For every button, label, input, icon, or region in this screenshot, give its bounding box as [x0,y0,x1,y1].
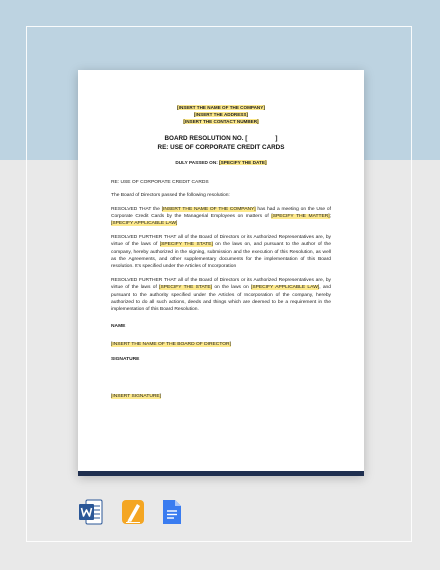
p1-company-placeholder: [INSERT THE NAME OF THE COMPANY] [161,206,256,212]
director-name-placeholder: [INSERT THE NAME OF THE BOARD OF DIRECTOR] [111,342,231,348]
signature-label: SIGNATURE [111,356,140,362]
p2-text-a: RESOLVED FURTHER THAT all of the Board of Directors or its Authorized Representatives are, by virtue of the laws of [111,234,331,248]
company-contact-placeholder: [INSERT THE CONTACT NUMBER] [183,118,259,124]
passed-date-line [111,159,331,166]
pages-icon[interactable] [120,498,146,526]
resolution-subject: RE: USE OF CORPORATE CREDIT CARDS [157,143,285,151]
signature-placeholder: [INSERT SIGNATURE] [111,394,162,400]
document-title [111,135,331,152]
resolution-paragraph-1 [111,206,331,228]
p3-state-placeholder: [SPECIFY THE STATE] [159,285,213,291]
company-name-placeholder: [INSERT THE NAME OF THE COMPANY] [177,105,265,110]
company-address-placeholder: [INSERT THE ADDRESS] [194,111,248,117]
p2-state-placeholder: [SPECIFY THE STATE] [159,242,213,248]
document-page [78,70,364,476]
p1-text-c: ; [329,214,331,220]
p1-law-placeholder: [SPECIFY APPLICABLE LAW] [111,221,178,227]
word-icon[interactable] [78,498,104,526]
resolution-paragraph-3 [111,277,331,314]
passed-label: DULY PASSED ON: [175,160,220,166]
re-line: RE: USE OF CORPORATE CREDIT CARDS [111,179,209,185]
resolution-number: BOARD RESOLUTION NO. [ ] [164,135,278,143]
google-docs-icon[interactable] [159,498,185,526]
p3-text-c: , and pursuant to the authority specified under the Articles of Incorporation of the company, hereby authorized to do all such actions, deeds and things which are deemed to be a requirement in the implementation of this Board Resolution. [111,285,331,313]
p1-matter-placeholder: [SPECIFY THE MATTER] [271,214,330,220]
passed-date-placeholder: [SPECIFY THE DATE] [219,160,267,166]
p1-text-a: RESOLVED THAT the [111,206,162,212]
page-footer-bar [78,471,364,476]
p3-text-b: on the laws on [212,285,251,291]
p3-text-a: RESOLVED FURTHER THAT all of the Board of Directors or its Authorized Representatives are, by virtue of the laws of [111,277,331,291]
p3-law-placeholder: [SPECIFY APPLICABLE LAW] [250,285,320,291]
document-body [111,105,331,401]
name-label: NAME [111,323,126,329]
p2-text-b: on the laws on, and pursuant to the author of the company, hereby authorized in the signing, submission and the execution of this Resolution, as well as the Agreements, and other supplementary documents for the implementation of this Board resolution. It's specified under the Articles of Incorporation [111,242,331,270]
p1-text-b: has had a meeting on the Use of Corporate Credit Cards by the Managerial Employees on matters of [111,206,331,220]
intro-paragraph: The Board of Directors passed the following resolution: [111,193,230,199]
resolution-paragraph-2 [111,234,331,271]
company-header [111,105,331,125]
